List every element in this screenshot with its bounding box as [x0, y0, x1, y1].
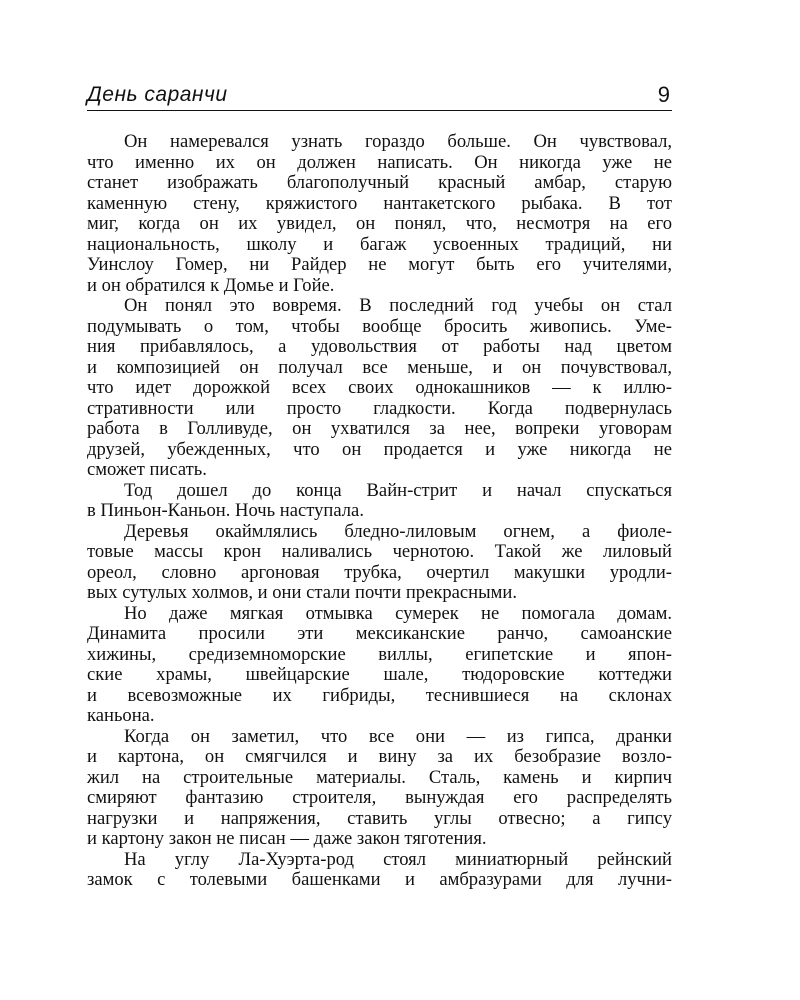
text-line: нагрузки и напряжения, ставить углы отвесно; а гипсу: [87, 807, 672, 829]
text-line: жил на строительные материалы. Сталь, камень и кирпич: [87, 766, 672, 788]
text-line: и картона, он смягчился и вину за их безобразие возло-: [87, 746, 672, 767]
running-title: День саранчи: [87, 83, 228, 106]
text-line: товые массы крон наливались чернотою. Такой же лиловый: [87, 541, 672, 562]
text-line: работа в Голливуде, он ухватился за нее, вопреки уговорам: [87, 418, 672, 439]
text-line: миг, когда он их увидел, он понял, что, несмотря на его: [87, 213, 672, 234]
text-line: Уинслоу Гомер, ни Райдер не могут быть его учителями,: [87, 254, 672, 275]
text-line: каньона.: [87, 705, 155, 726]
text-line: каменную стену, кряжистого нантакетского рыбака. В тот: [87, 192, 672, 214]
text-line: На углу Ла-Хуэрта-род стоял миниатюрный рейнский: [124, 848, 672, 870]
text-line: что именно их он должен написать. Он никогда уже не: [87, 151, 672, 173]
text-line: вых сутулых холмов, и они стали почти прекрасными.: [87, 582, 517, 603]
text-line: Деревья окаймлялись бледно-лиловым огнем, а фиоле-: [124, 520, 672, 542]
text-line: подумывать о том, чтобы вообще бросить живопись. Уме-: [87, 315, 672, 337]
body-text: [87, 132, 672, 891]
text-line: и он обратился к Домье и Гойе.: [87, 274, 335, 296]
book-page: [87, 0, 672, 1000]
text-line: замок с толевыми башенками и амбразурами для лучни-: [87, 869, 672, 890]
text-line: Когда он заметил, что все они — из гипса, дранки: [124, 725, 672, 747]
text-line: ореол, словно аргоновая трубка, очертил макушки уродли-: [87, 561, 672, 583]
running-head: [87, 82, 672, 111]
text-line: Динамита просили эти мексиканские ранчо, самоанские: [87, 623, 672, 644]
text-line: ские храмы, швейцарские шале, тюдоровские коттеджи: [87, 664, 672, 685]
text-line: национальность, школу и багаж усвоенных традиций, ни: [87, 233, 672, 255]
text-line: Но даже мягкая отмывка сумерек не помогала домам.: [124, 602, 672, 624]
text-line: и картону закон не писан — даже закон тяготения.: [87, 828, 487, 849]
text-line: друзей, убежденных, что он продается и уже никогда не: [87, 438, 672, 460]
text-line: Он понял это вовремя. В последний год учебы он стал: [124, 295, 672, 316]
text-line: ния прибавлялось, а удовольствия от работы над цветом: [87, 336, 672, 357]
text-line: Он намеревался узнать гораздо больше. Он чувствовал,: [124, 131, 672, 152]
text-line: что идет дорожкой всех своих однокашников — к иллю-: [87, 377, 672, 398]
text-line: и композицией он получал все меньше, и он почувствовал,: [87, 356, 672, 378]
text-line: станет изображать благополучный красный амбар, старую: [87, 172, 672, 193]
text-line: и всевозможные их гибриды, теснившиеся на склонах: [87, 684, 672, 706]
text-line: сможет писать.: [87, 459, 207, 480]
text-line: Тод дошел до конца Вайн-стрит и начал спускаться: [124, 479, 672, 501]
text-line: смиряют фантазию строителя, вынуждая его распределять: [87, 787, 672, 808]
text-line: в Пиньон-Каньон. Ночь наступала.: [87, 500, 364, 521]
text-line: хижины, средиземноморские виллы, египетские и япон-: [87, 643, 672, 665]
text-line: стративности или просто гладкости. Когда подвернулась: [87, 397, 672, 419]
page-number: 9: [657, 82, 670, 107]
